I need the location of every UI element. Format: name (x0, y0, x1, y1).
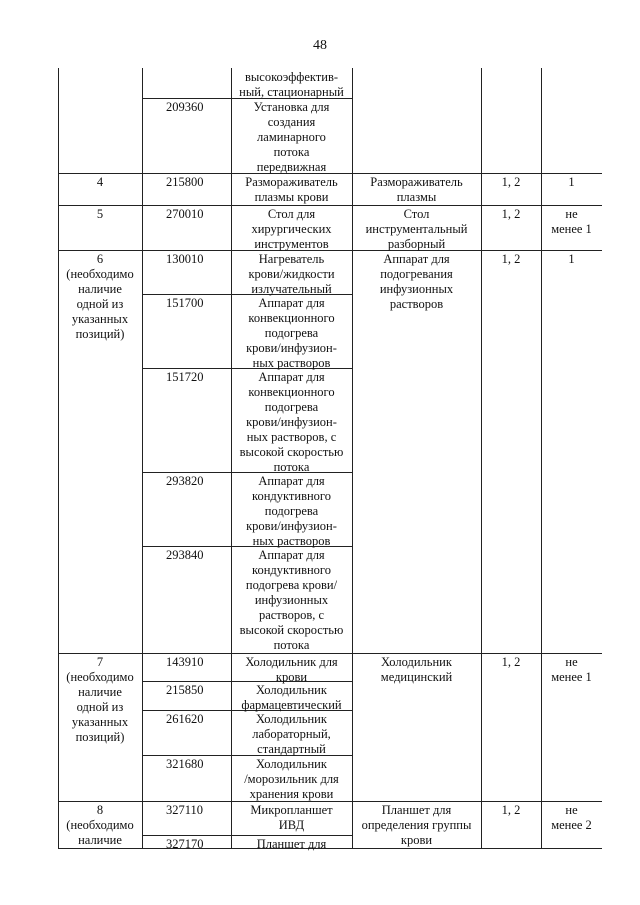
item-code: 130010 (166, 252, 204, 266)
qualification-level: 1, 2 (501, 207, 521, 221)
device-name: Стол инструментальный разборный (365, 207, 468, 251)
qualification-level: 1, 2 (501, 655, 521, 669)
required-quantity: 1 (568, 252, 575, 266)
qualification-level: 1, 2 (501, 175, 521, 189)
device-name: Холодильник медицинский (380, 655, 453, 684)
item-name: Аппарат для кондуктивного подогрева крови/инфузион- ных растворов (246, 474, 337, 548)
item-name: Холодильник /морозильник для хранения крови (244, 757, 339, 801)
item-name: Аппарат для конвекционного подогрева крови/инфузион- ных растворов, с высокой скоростью потока (239, 370, 344, 474)
item-code: 215800 (166, 175, 204, 189)
item-code: 327170 (166, 837, 204, 851)
device-name: Планшет для определения группы крови (361, 803, 472, 847)
device-name: Размораживатель плазмы (370, 175, 463, 204)
item-name: Установка для создания ламинарного потока передвижная (253, 100, 330, 174)
item-name: Аппарат для кондуктивного подогрева крови/ инфузионных растворов, с высокой скоростью потока (239, 548, 344, 652)
required-quantity: не менее 1 (551, 207, 592, 236)
required-quantity: не менее 1 (551, 655, 592, 684)
item-name: Холодильник фармацевтический (241, 683, 342, 712)
item-name: Холодильник для крови (245, 655, 338, 684)
group-number: 7 (необходимо наличие одной из указанных позиций) (66, 655, 134, 744)
qualification-level: 1, 2 (501, 803, 521, 817)
item-name: высокоэффектив- ный, стационарный (239, 70, 344, 99)
item-name: Микропланшет ИВД (250, 803, 333, 832)
item-name: Нагреватель крови/жидкости излучательный (248, 252, 335, 296)
required-quantity: 1 (568, 175, 575, 189)
item-code: 209360 (166, 100, 204, 114)
equipment-table (58, 68, 602, 849)
device-name: Аппарат для подогревания инфузионных растворов (379, 252, 454, 311)
item-name: Холодильник лабораторный, стандартный (252, 712, 331, 756)
item-name: Стол для хирургических инструментов (251, 207, 332, 251)
item-code: 151700 (166, 296, 204, 310)
qualification-level: 1, 2 (501, 252, 521, 266)
item-name: Аппарат для конвекционного подогрева крови/инфузион- ных растворов (246, 296, 337, 370)
item-code: 215850 (166, 683, 204, 697)
group-number: 8 (необходимо наличие (66, 803, 134, 847)
group-number: 6 (необходимо наличие одной из указанных позиций) (66, 252, 134, 341)
item-name: Планшет для (256, 837, 327, 851)
item-name: Размораживатель плазмы крови (245, 175, 338, 204)
item-code: 270010 (166, 207, 204, 221)
item-code: 293820 (166, 474, 204, 488)
item-code: 261620 (166, 712, 204, 726)
item-code: 321680 (166, 757, 204, 771)
item-code: 143910 (166, 655, 204, 669)
item-code: 151720 (166, 370, 204, 384)
required-quantity: не менее 2 (551, 803, 592, 832)
group-number: 5 (96, 207, 104, 221)
item-code: 327110 (166, 803, 204, 817)
item-code: 293840 (166, 548, 204, 562)
group-number: 4 (96, 175, 104, 189)
page-number: 48 (313, 38, 327, 53)
